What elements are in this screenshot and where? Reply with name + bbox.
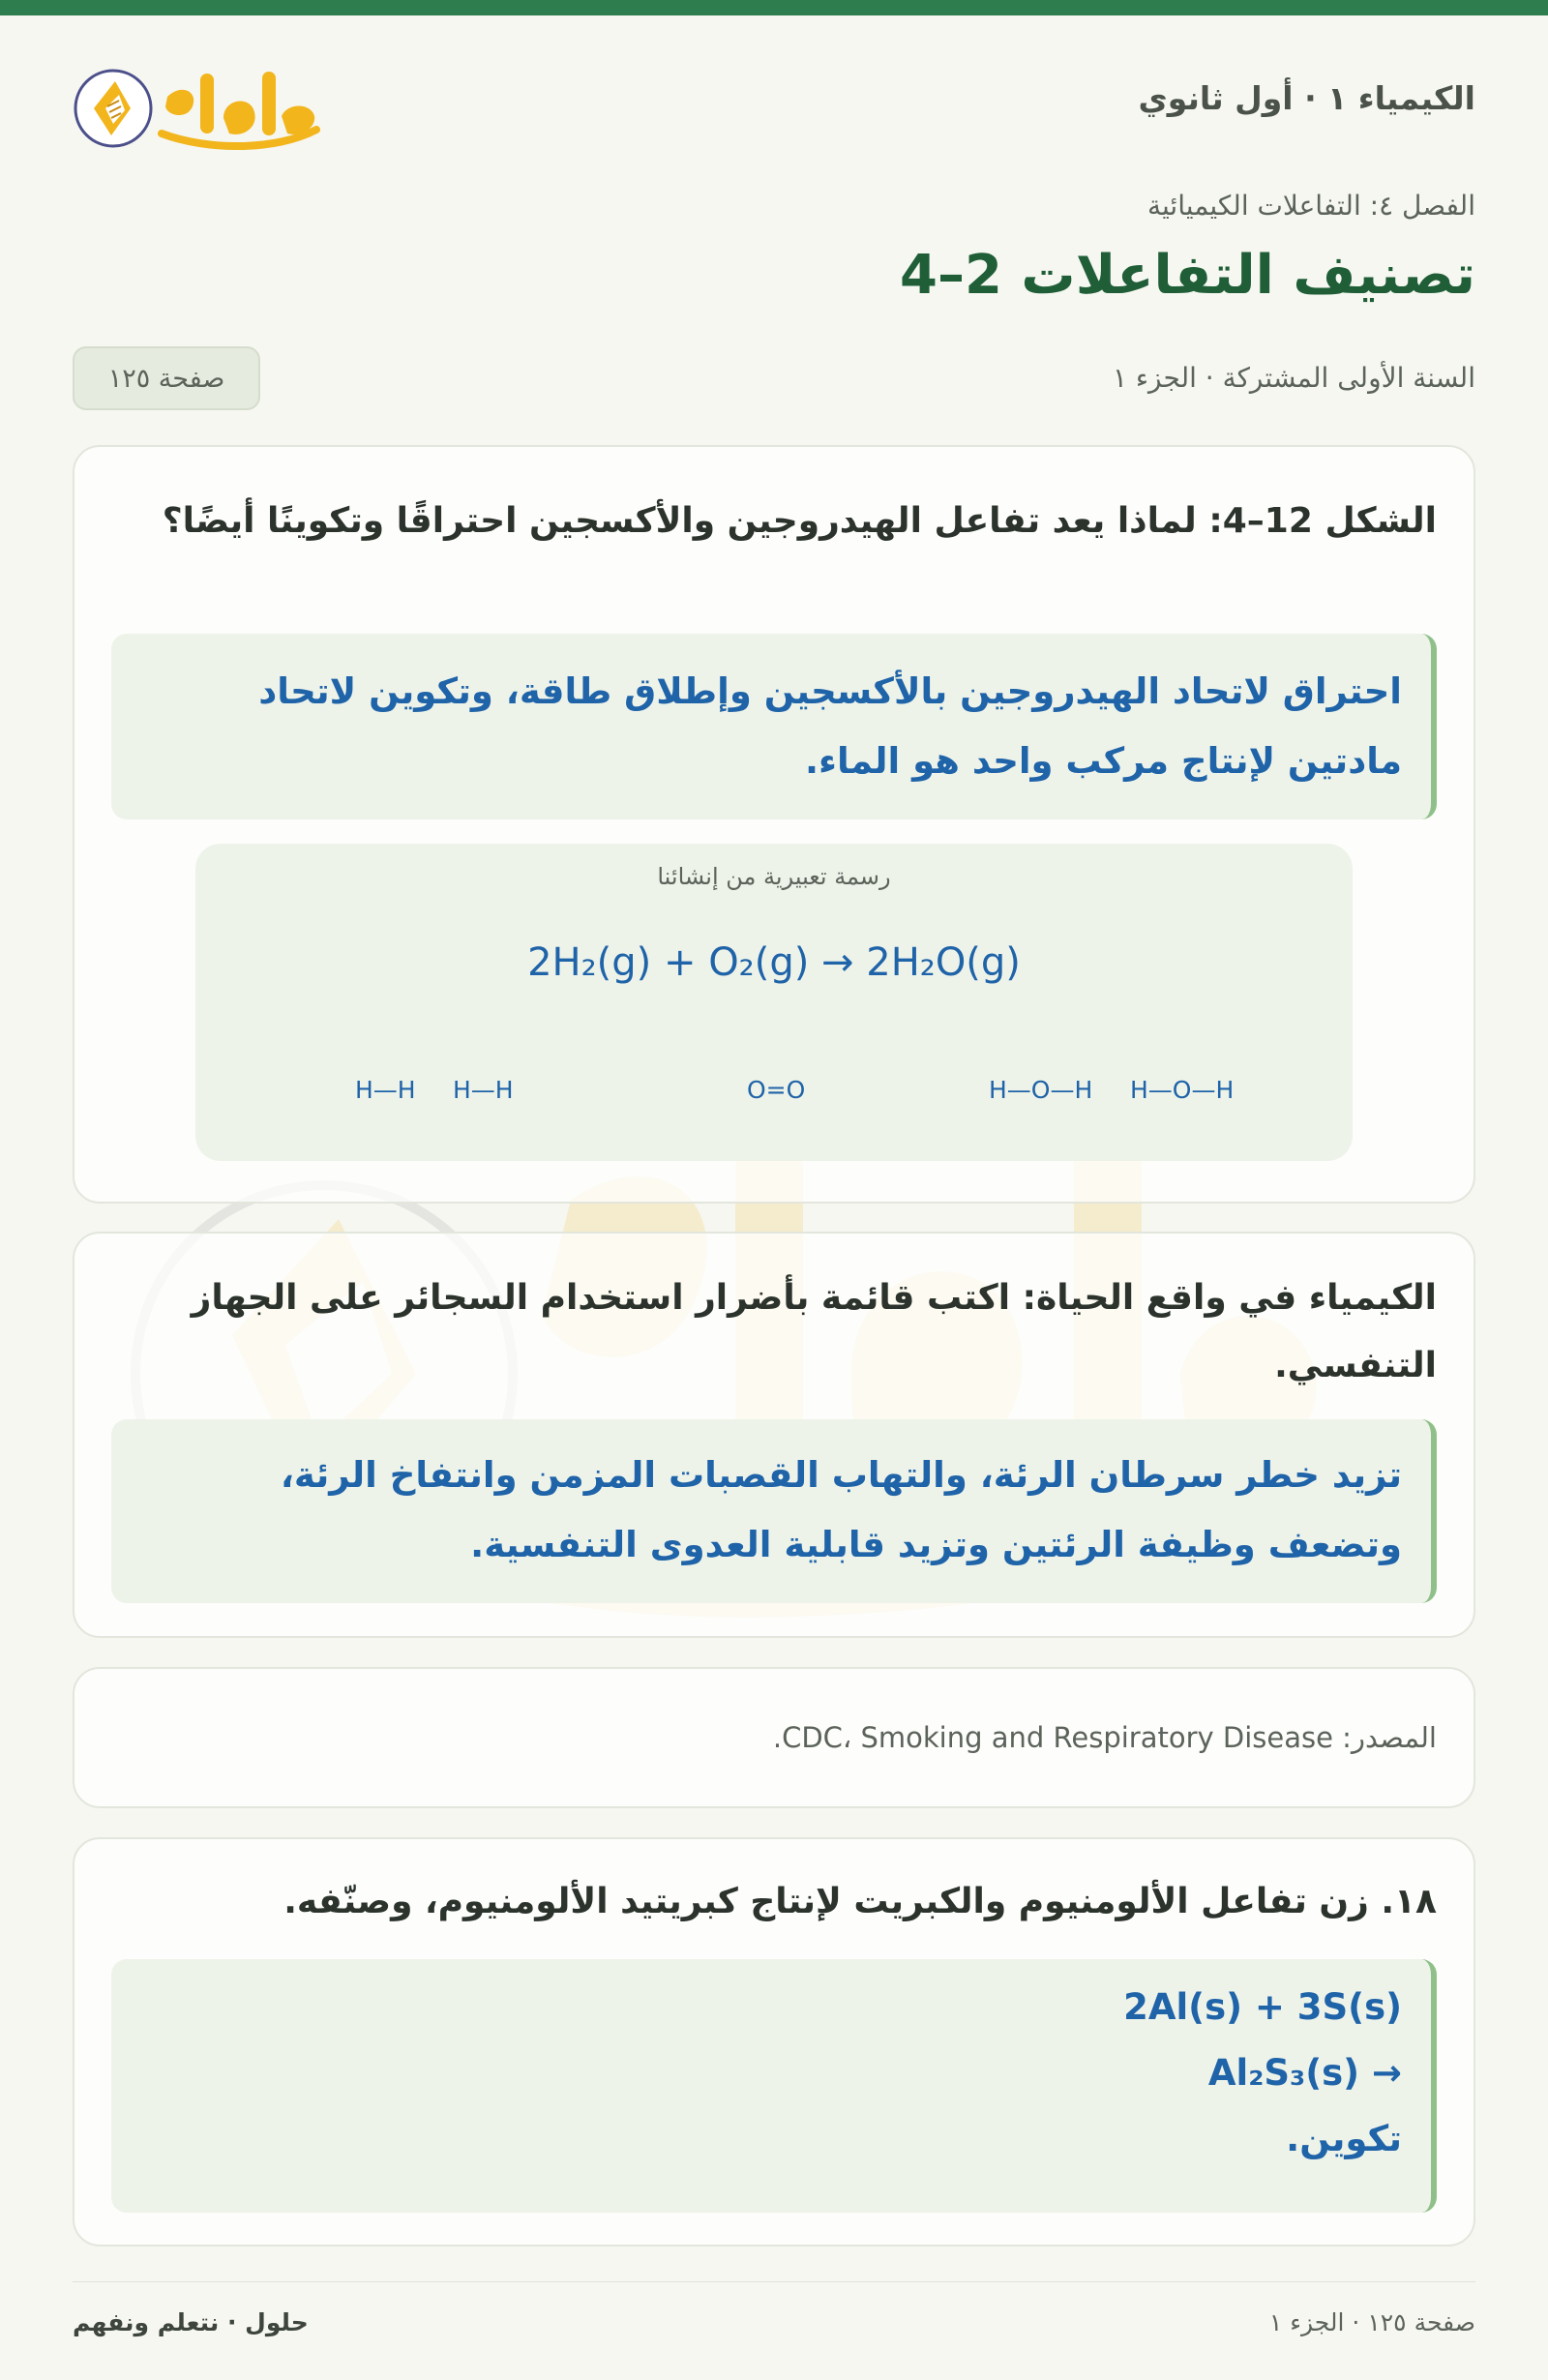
figure-caption: رسمة تعبيرية من إنشائنا bbox=[657, 863, 891, 890]
figure-equation: 2H₂(g) + O₂(g) → 2H₂O(g) bbox=[527, 940, 1021, 985]
molecule-h2o: H—O—H bbox=[1130, 1076, 1235, 1104]
footer-divider bbox=[73, 2281, 1475, 2282]
molecule-o2: O=O bbox=[747, 1076, 806, 1104]
reaction-type: تكوين. bbox=[1286, 2118, 1402, 2159]
question-text: الكيمياء في واقع الحياة: اكتب قائمة بأضرار استخدام السجائر على الجهاز التنفسي. bbox=[191, 1278, 1437, 1385]
source-card bbox=[73, 1667, 1475, 1808]
page-header bbox=[73, 58, 1475, 155]
answer-text: احتراق لاتحاد الهيدروجين بالأكسجين وإطلاق طاقة، وتكوين لاتحاد مادتين لإنتاج مركب واحد هو الماء. bbox=[258, 670, 1402, 782]
footer-brand: حلول · نتعلم ونفهم bbox=[73, 2308, 309, 2336]
footer-page-info: صفحة ١٢٥ · الجزء ١ bbox=[1268, 2308, 1475, 2336]
question-text: الشكل 12–4: لماذا يعد تفاعل الهيدروجين والأكسجين احتراقًا وتكوينًا أيضًا؟ bbox=[162, 501, 1437, 541]
molecule-h2o: H—O—H bbox=[989, 1076, 1093, 1104]
top-accent-bar bbox=[0, 0, 1548, 15]
molecule-h2: H—H bbox=[453, 1076, 514, 1104]
answer-text: تزيد خطر سرطان الرئة، والتهاب القصبات المزمن وانتفاخ الرئة، وتضعف وظيفة الرئتين وتزيد قابلية العدوى التنفسية. bbox=[280, 1454, 1402, 1565]
answer-box bbox=[111, 634, 1437, 819]
balanced-equation-product: → Al₂S₃(s) bbox=[1207, 2052, 1402, 2094]
hulul-logo[interactable] bbox=[73, 58, 324, 155]
figure-question-card bbox=[73, 445, 1475, 1204]
source-text: المصدر: CDC، Smoking and Respiratory Disease. bbox=[772, 1721, 1437, 1754]
answer-box bbox=[111, 1419, 1437, 1603]
answer-box bbox=[111, 1959, 1437, 2213]
lesson-meta: السنة الأولى المشتركة · الجزء ١ bbox=[1112, 362, 1475, 394]
molecule-h2: H—H bbox=[355, 1076, 416, 1104]
balanced-equation-reactants: 2Al(s) + 3S(s) bbox=[1123, 1986, 1402, 2028]
question-text: ١٨. زن تفاعل الألومنيوم والكبريت لإنتاج كبريتيد الألومنيوم، وصنّفه. bbox=[283, 1882, 1437, 1921]
lesson-title: تصنيف التفاعلات 2–4 bbox=[899, 244, 1475, 307]
book-title: الكيمياء ١ · أول ثانوي bbox=[1138, 79, 1475, 117]
chapter-label: الفصل ٤: التفاعلات الكيميائية bbox=[1146, 190, 1475, 222]
page-badge: صفحة ١٢٥ bbox=[73, 346, 260, 410]
real-life-card bbox=[73, 1232, 1475, 1638]
question-18-card bbox=[73, 1837, 1475, 2246]
reaction-illustration bbox=[195, 844, 1353, 1161]
